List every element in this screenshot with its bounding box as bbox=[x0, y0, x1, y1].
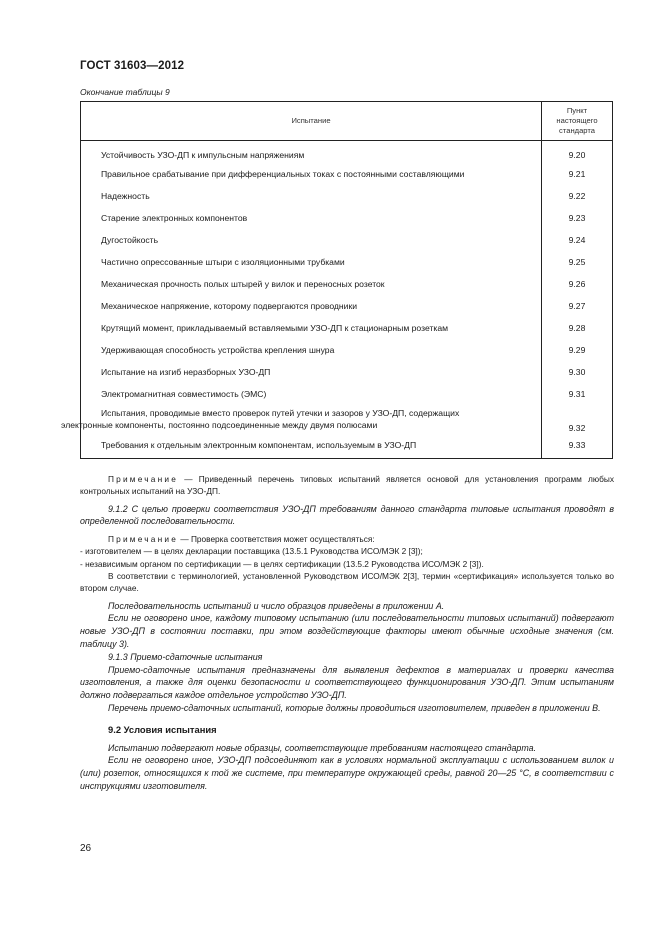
test-name bbox=[61, 405, 542, 435]
test-name: Требования к отдельным электронным компонентам, используемым в УЗО-ДП bbox=[81, 435, 542, 459]
section-9-2-title: 9.2 Условия испытания bbox=[108, 723, 217, 735]
table-row bbox=[81, 273, 613, 295]
test-name-line1: Испытания, проводимые вместо проверок путей утечки и зазоров у УЗО-ДП, содержащих bbox=[101, 408, 460, 419]
note2-extra: В соответствии с терминологией, установленной Руководством ИСО/МЭК 2[3], термин «сертификация» используется только во втором случае. bbox=[80, 571, 614, 594]
test-item: 9.29 bbox=[542, 339, 613, 361]
table-row bbox=[81, 405, 613, 435]
test-item: 9.24 bbox=[542, 229, 613, 251]
clause-9-1-3-text2: Перечень приемо-сдаточных испытаний, которые должны проводиться изготовителем, приведен в приложении B. bbox=[108, 703, 601, 714]
test-item: 9.22 bbox=[542, 185, 613, 207]
table-row bbox=[81, 435, 613, 459]
test-name: Частично опрессованные штыри с изоляционными трубками bbox=[81, 251, 542, 273]
table-row bbox=[81, 185, 613, 207]
column-header-item-line2: настоящего bbox=[556, 115, 598, 125]
table-row bbox=[81, 317, 613, 339]
note-paragraph bbox=[80, 473, 614, 498]
test-name: Правильное срабатывание при дифференциальных токах с постоянными составляющими bbox=[81, 163, 542, 185]
test-name: Дугостойкость bbox=[81, 229, 542, 251]
section-9-2-text2: Если не оговорено иное, УЗО-ДП подсоединяют как в условиях нормальной эксплуатации с использованием вилок и (или) розеток, относящихся к той же системе, при температуре окружающей среды, равной 20—25 °С, в соответствии с инструкциями изготовителя. bbox=[80, 755, 614, 792]
unless-paragraph: Если не оговорено иное, каждому типовому испытанию (или последовательности типовых испытаний) подвергают новые УЗО-ДП в состоянии поставки, при этом воздействующие факторы имеют обычные исходные значения (см. таблицу 3). bbox=[80, 613, 614, 650]
test-item: 9.31 bbox=[542, 383, 613, 405]
column-header-test: Испытание bbox=[81, 102, 542, 141]
test-item: 9.32 bbox=[542, 405, 613, 435]
test-item: 9.21 bbox=[542, 163, 613, 185]
column-header-item-line3: стандарта bbox=[559, 126, 595, 136]
table-row bbox=[81, 251, 613, 273]
note2-paragraph bbox=[80, 533, 614, 545]
clause-9-1-3-title: 9.1.3 Приемо-сдаточные испытания bbox=[108, 651, 263, 662]
table-row bbox=[81, 207, 613, 229]
test-name: Старение электронных компонентов bbox=[81, 207, 542, 229]
test-name: Испытание на изгиб неразборных УЗО-ДП bbox=[81, 361, 542, 383]
test-item: 9.20 bbox=[542, 141, 613, 164]
test-name: Крутящий момент, прикладываемый вставляемыми УЗО-ДП к стационарным розеткам bbox=[81, 317, 542, 339]
note2-text: — Проверка соответствия может осуществляться: bbox=[178, 534, 375, 545]
sequence-paragraph: Последовательность испытаний и число образцов приведены в приложении А. bbox=[108, 600, 445, 611]
test-name: Надежность bbox=[81, 185, 542, 207]
test-name: Удерживающая способность устройства крепления шнура bbox=[81, 339, 542, 361]
table-row bbox=[81, 295, 613, 317]
test-item: 9.25 bbox=[542, 251, 613, 273]
test-item: 9.33 bbox=[542, 435, 613, 459]
test-item: 9.27 bbox=[542, 295, 613, 317]
test-name: Электромагнитная совместимость (ЭМС) bbox=[81, 383, 542, 405]
test-name-line2: электронные компоненты, постоянно подсоединенные между двумя полюсами bbox=[61, 420, 378, 430]
note2-label: Примечание bbox=[108, 534, 179, 545]
column-header-item-line1: Пункт bbox=[566, 105, 588, 115]
page-number: 26 bbox=[80, 843, 92, 854]
test-item: 9.30 bbox=[542, 361, 613, 383]
test-name: Механическая прочность полых штырей у вилок и переносных розеток bbox=[81, 273, 542, 295]
test-item: 9.23 bbox=[542, 207, 613, 229]
table-row bbox=[81, 383, 613, 405]
clause-9-1-3-text1: Приемо-сдаточные испытания предназначены для выявления дефектов в материалах и проверки качества изготовления, а также для оценки безопасности и соответствующего функционирования УЗО-ДП. Этим испытаниям должно подвергаться каждое отдельное устройство УЗО-ДП. bbox=[80, 664, 614, 701]
table-row bbox=[81, 163, 613, 185]
test-name: Устойчивость УЗО-ДП к импульсным напряжениям bbox=[81, 141, 542, 164]
clause-9-1-2: 9.1.2 С целью проверки соответствия УЗО-ДП требованиям данного стандарта типовые испытания проводят в определенной последовательности. bbox=[80, 503, 614, 527]
table-row bbox=[81, 141, 613, 164]
table-row bbox=[81, 361, 613, 383]
section-9-2-text1: Испытанию подвергают новые образцы, соответствующие требованиям настоящего стандарта. bbox=[108, 742, 537, 753]
table-row bbox=[81, 339, 613, 361]
note-text: — Приведенный перечень типовых испытаний является основой для установления программ любых контрольных испытаний на УЗО-ДП. bbox=[80, 474, 614, 497]
column-header-item bbox=[542, 102, 613, 141]
test-item: 9.26 bbox=[542, 273, 613, 295]
body-text bbox=[80, 473, 614, 793]
tests-table bbox=[61, 101, 613, 459]
note2-item2: - независимым органом по сертификации — в целях сертификации (13.5.2 Руководства ИСО/МЭК 2 [3]). bbox=[80, 558, 484, 569]
table-row bbox=[81, 229, 613, 251]
note2-item1: - изготовителем — в целях декларации поставщика (13.5.1 Руководства ИСО/МЭК 2 [3]); bbox=[80, 546, 423, 557]
table-caption: Окончание таблицы 9 bbox=[80, 87, 170, 97]
test-name: Механическое напряжение, которому подвергаются проводники bbox=[81, 295, 542, 317]
document-header: ГОСТ 31603—2012 bbox=[80, 60, 185, 72]
test-item: 9.28 bbox=[542, 317, 613, 339]
note-label: Примечание bbox=[108, 474, 179, 484]
